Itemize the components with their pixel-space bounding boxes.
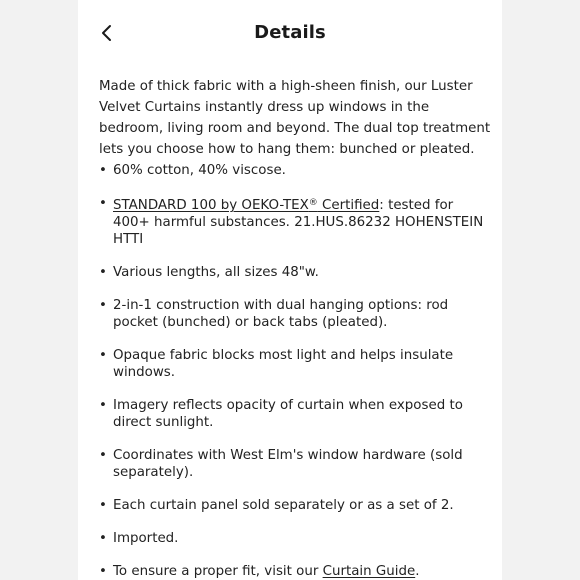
list-item-text: Each curtain panel sold separately or as a set of 2. (113, 498, 454, 513)
bullet-glyph: • (99, 265, 107, 280)
list-item (99, 264, 491, 281)
list-item (99, 530, 491, 547)
bullet-glyph: • (99, 531, 107, 546)
registered-mark: ® (308, 198, 318, 208)
bullet-glyph: • (99, 196, 107, 211)
bullet-glyph: • (99, 564, 107, 579)
list-item (99, 563, 491, 580)
details-content (99, 76, 491, 580)
list-item (99, 195, 491, 248)
list-item-text: 2-in-1 construction with dual hanging options: rod pocket (bunched) or back tabs (pleated). (113, 298, 449, 330)
bullet-glyph: • (99, 348, 107, 363)
bullet-glyph: • (99, 498, 107, 513)
curtain-guide-link[interactable]: Curtain Guide (322, 564, 416, 579)
page-title: Details (254, 22, 326, 43)
list-item (99, 162, 491, 179)
list-item-text: Imported. (113, 531, 179, 546)
list-item (99, 347, 491, 381)
list-item-text: Opaque fabric blocks most light and helps insulate windows. (113, 348, 454, 380)
intro-paragraph: Made of thick fabric with a high-sheen finish, our Luster Velvet Curtains instantly dress up windows in the bedroom, living room and beyond. The dual top treatment lets you choose how to hang them: bunched or pleated. (99, 79, 491, 157)
list-item-end: . (415, 564, 420, 579)
bullet-glyph: • (99, 298, 107, 313)
list-item (99, 447, 491, 481)
list-item-text: Imagery reflects opacity of curtain when exposed to direct sunlight. (113, 398, 463, 430)
list-item-text: : tested for 400+ harmful substances. 21.HUS.86232 HOHENSTEIN HTTI (113, 198, 484, 247)
oeko-tex-link-tail: Certified (317, 198, 380, 213)
list-item (99, 497, 491, 514)
oeko-tex-link-label: STANDARD 100 by OEKO-TEX (113, 198, 309, 213)
details-screen (78, 0, 502, 580)
list-item (99, 397, 491, 431)
list-item-text: To ensure a proper fit, visit our (113, 564, 323, 579)
list-item-text: Various lengths, all sizes 48"w. (113, 265, 319, 280)
header (78, 0, 502, 66)
oeko-tex-link[interactable] (113, 198, 379, 213)
list-item-text: Coordinates with West Elm's window hardware (sold separately). (113, 448, 463, 480)
feature-list (99, 162, 491, 580)
list-item (99, 297, 491, 331)
bullet-glyph: • (99, 398, 107, 413)
list-item-text: 60% cotton, 40% viscose. (113, 163, 286, 178)
bullet-glyph: • (99, 448, 107, 463)
bullet-glyph: • (99, 163, 107, 178)
